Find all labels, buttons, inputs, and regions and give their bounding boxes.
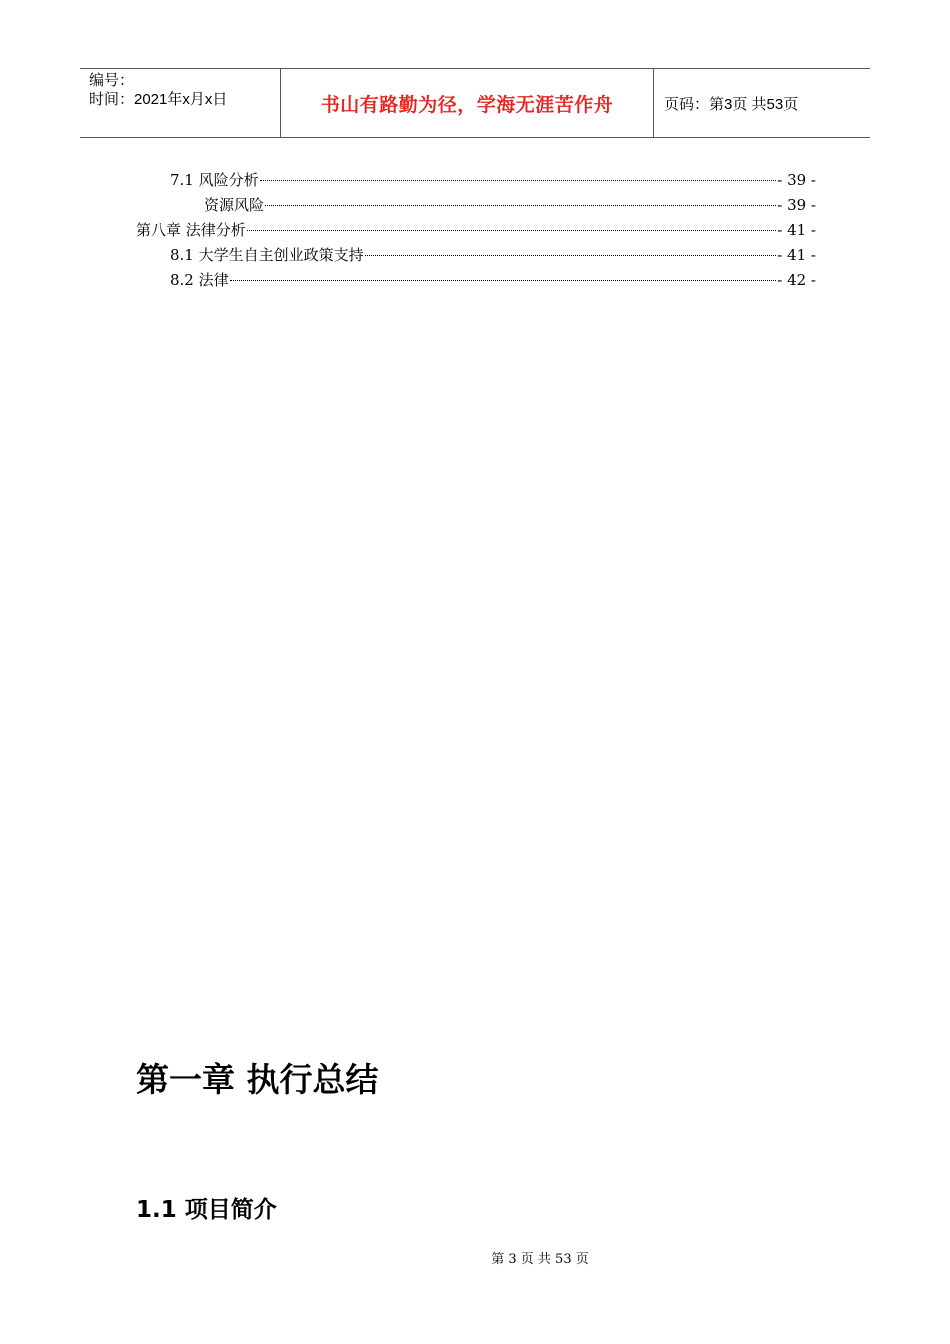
toc-entry-title: 8.2 法律 <box>170 271 229 289</box>
toc-entry-page: - 41 - <box>777 221 816 239</box>
toc-leader-dots <box>265 205 776 206</box>
header-page-code: 页码：第3页 共53页 <box>664 95 799 113</box>
toc-entry-page: - 39 - <box>777 196 816 214</box>
toc-entry[interactable] <box>136 170 816 190</box>
toc-leader-dots <box>247 230 776 231</box>
page-header <box>80 68 870 138</box>
toc-entry[interactable] <box>136 195 816 215</box>
toc-entry[interactable] <box>136 270 816 290</box>
document-time-label: 时间：2021年x月x日 <box>89 91 228 108</box>
toc-entry-title: 资源风险 <box>204 196 265 214</box>
toc-leader-dots <box>230 280 777 281</box>
header-page-cell <box>654 69 870 137</box>
toc-leader-dots <box>260 180 777 181</box>
document-number-label: 编号： <box>89 72 135 89</box>
header-motto-cell <box>281 69 654 137</box>
toc-entry[interactable] <box>136 220 816 240</box>
toc-leader-dots <box>365 255 777 256</box>
toc-entry-title: 8.1 大学生自主创业政策支持 <box>170 246 364 264</box>
toc-entry-page: - 42 - <box>777 271 816 289</box>
chapter-heading: 第一章 执行总结 <box>136 1060 379 1099</box>
toc-entry-title: 7.1 风险分析 <box>170 171 259 189</box>
toc-entry-page: - 39 - <box>777 171 816 189</box>
page-footer: 第 3 页 共 53 页 <box>491 1252 589 1267</box>
toc-entry-page: - 41 - <box>777 246 816 264</box>
toc-entry[interactable] <box>136 245 816 265</box>
header-meta-cell <box>80 69 281 137</box>
section-heading: 1.1 项目简介 <box>136 1197 277 1223</box>
header-motto: 书山有路勤为径，学海无涯苦作舟 <box>320 94 614 116</box>
toc-entry-title: 第八章 法律分析 <box>136 221 246 239</box>
